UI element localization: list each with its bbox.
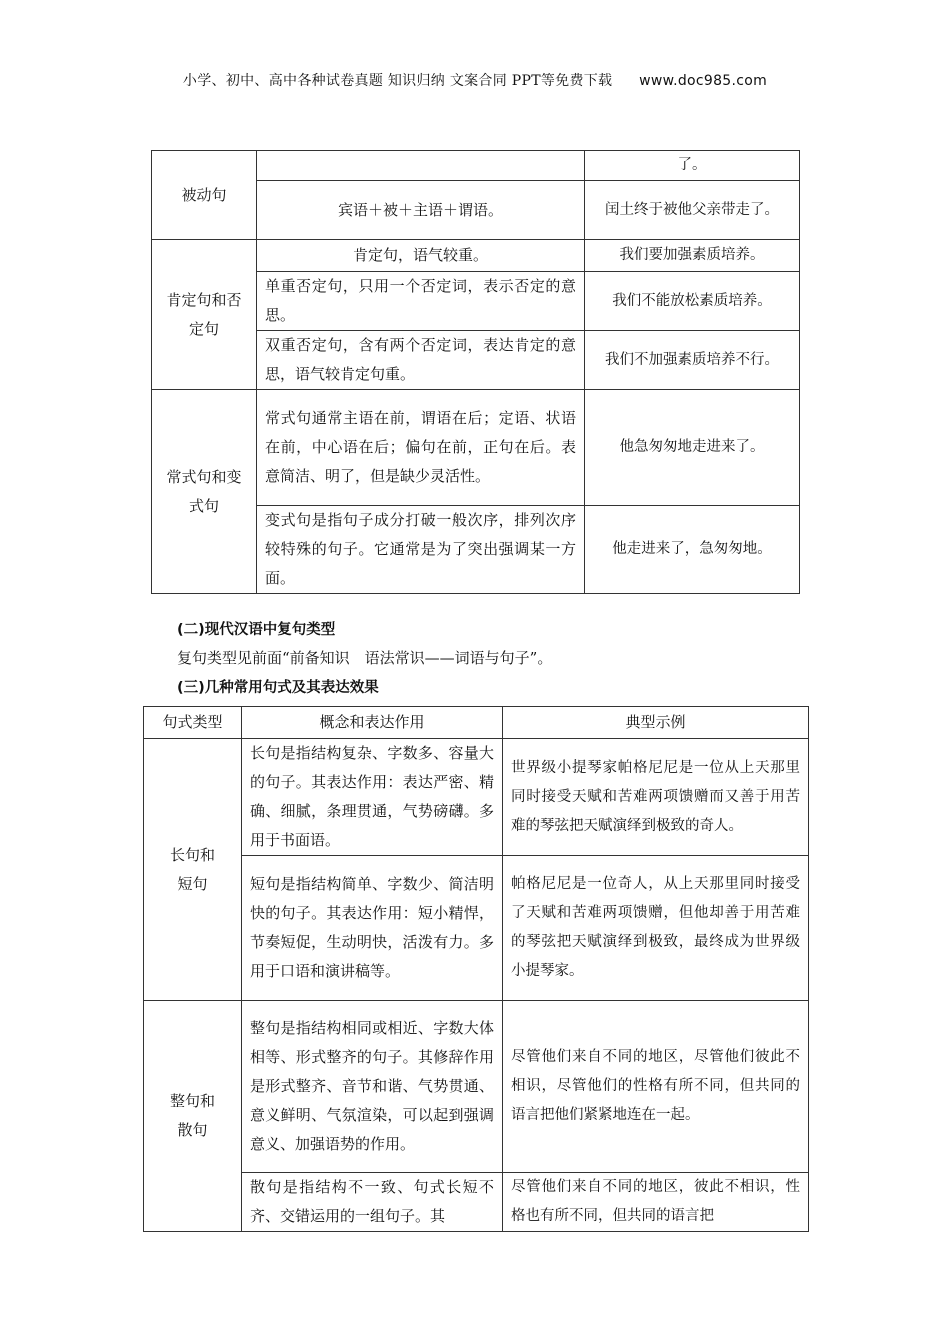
- desc-whole: 整句是指结构相同或相近、字数大体相等、形式整齐的句子。其修辞作用是形式整齐、音节和谐、气势贯通、意义鲜明、气氛渲染，可以起到强调意义、加强语势的作用。: [242, 1001, 503, 1173]
- sentence-types-table: [151, 150, 800, 594]
- desc-long: 长句是指结构复杂、字数多、容量大的句子。其表达作用：表达严密、精确、细腻，条理贯通，气势磅礴。多用于书面语。: [242, 739, 503, 856]
- desc-single-neg: 单重否定句，只用一个否定词，表示否定的意思。: [257, 272, 585, 331]
- example-whole: 尽管他们来自不同的地区，尽管他们彼此不相识，尽管他们的性格有所不同，但共同的语言把他们紧紧地连在一起。: [503, 1001, 809, 1173]
- category-affirm-neg: 肯定句和否定句: [152, 240, 257, 390]
- example-affirm: 我们要加强素质培养。: [585, 240, 800, 272]
- example-single-neg: 我们不能放松素质培养。: [585, 272, 800, 331]
- category-passive: 被动句: [152, 151, 257, 240]
- desc-variant: 变式句是指句子成分打破一般次序，排列次序较特殊的句子。它通常是为了突出强调某一方面。: [257, 506, 585, 594]
- section3-title: (三)几种常用句式及其表达效果: [177, 680, 379, 696]
- desc-loose: 散句是指结构不一致、句式长短不齐、交错运用的一组句子。其: [242, 1173, 503, 1232]
- header-example: 典型示例: [503, 707, 809, 739]
- section2-title: (二)现代汉语中复句类型: [177, 622, 336, 638]
- desc-normal: 常式句通常主语在前，谓语在后；定语、状语在前，中心语在后；偏句在前，正句在后。表意简洁、明了，但是缺少灵活性。: [257, 390, 585, 506]
- header-text: 小学、初中、高中各种试卷真题 知识归纳 文案合同 PPT等免费下载: [182, 73, 613, 89]
- desc-empty: [257, 151, 585, 181]
- category-long-short: 长句和短句: [144, 739, 242, 1001]
- desc-affirm: 肯定句，语气较重。: [257, 240, 585, 272]
- example-continuation: 了。: [585, 151, 800, 181]
- example-normal: 他急匆匆地走进来了。: [585, 390, 800, 506]
- example-variant: 他走进来了，急匆匆地。: [585, 506, 800, 594]
- example-double-neg: 我们不加强素质培养不行。: [585, 331, 800, 390]
- sentence-effects-table: [143, 706, 809, 1232]
- category-whole-loose: 整句和散句: [144, 1001, 242, 1232]
- desc-passive: 宾语＋被＋主语＋谓语。: [257, 181, 585, 240]
- section2-body: 复句类型见前面“前备知识 语法常识——词语与句子”。: [177, 649, 553, 667]
- example-long: 世界级小提琴家帕格尼尼是一位从上天那里同时接受天赋和苦难两项馈赠而又善于用苦难的琴弦把天赋演绎到极致的奇人。: [503, 739, 809, 856]
- example-passive: 闰土终于被他父亲带走了。: [585, 181, 800, 240]
- header-url[interactable]: www.doc985.com: [639, 73, 768, 89]
- category-normal-var: 常式句和变式句: [152, 390, 257, 594]
- desc-double-neg: 双重否定句，含有两个否定词，表达肯定的意思，语气较肯定句重。: [257, 331, 585, 390]
- example-loose: 尽管他们来自不同的地区，彼此不相识，性格也有所不同，但共同的语言把: [503, 1173, 809, 1232]
- page-header: [0, 70, 950, 90]
- header-concept: 概念和表达作用: [242, 707, 503, 739]
- header-type: 句式类型: [144, 707, 242, 739]
- desc-short: 短句是指结构简单、字数少、简洁明快的句子。其表达作用：短小精悍，节奏短促，生动明快，活泼有力。多用于口语和演讲稿等。: [242, 856, 503, 1001]
- example-short: 帕格尼尼是一位奇人，从上天那里同时接受了天赋和苦难两项馈赠，但他却善于用苦难的琴弦把天赋演绎到极致，最终成为世界级小提琴家。: [503, 856, 809, 1001]
